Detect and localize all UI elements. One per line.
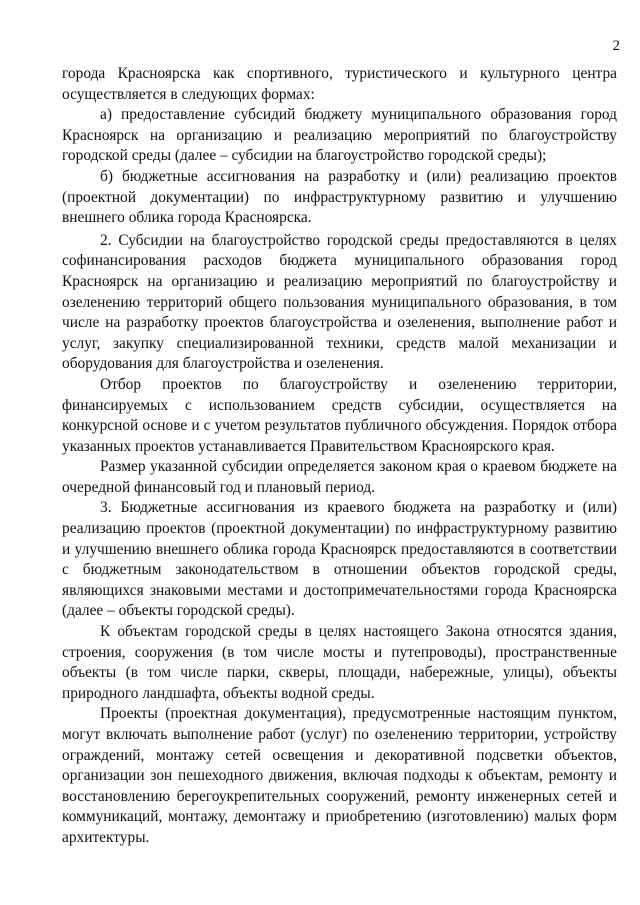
paragraph-selection-procedure: Отбор проектов по благоустройству и озеленению территории, финансируемых с использованием средств субсидии, осуществляется на конкурсной основе и с учетом результатов публичного обсуждения. Порядок отбора указанных проектов устанавливается Правительством Красноярского края. — [62, 375, 617, 455]
paragraph-intro-continuation: города Красноярска как спортивного, туристического и культурного центра осуществляется в следующих формах: — [62, 65, 617, 103]
paragraph-item-b: б) бюджетные ассигнования на разработку и (или) реализацию проектов (проектной документации) по инфраструктурному развитию и улучшению внешнего облика города Красноярска. — [62, 167, 617, 227]
paragraph-section-2: 2. Субсидии на благоустройство городской среды предоставляются в целях софинансирования расходов бюджета муниципального образования город Красноярск на организацию и реализацию мероприятий по благоустройству и озеленению территорий общего пользования муниципального образования, в том числе на разработку проектов благоустройства и озеленения, выполнение работ и услуг, закупку специализированной техники, средств малой механизации и оборудования для благоустройства и озеленения. — [62, 231, 617, 373]
paragraph-projects-scope: Проекты (проектная документация), предусмотренные настоящим пунктом, могут включать выполнение работ (услуг) по озеленению территории, устройству ограждений, монтажу сетей освещения и декоративной подсветки объектов, организации зон пешеходного движения, включая подходы к объектам, ремонту и восстановлению берегоукрепительных сооружений, ремонту инженерных сетей и коммуникаций, монтажу, демонтажу и приобретению (изготовлению) малых форм архитектуры. — [62, 705, 617, 846]
document-body — [62, 64, 617, 849]
page-number: 2 — [612, 38, 620, 54]
paragraph-item-a: а) предоставление субсидий бюджету муниципального образования город Красноярск на организацию и реализацию мероприятий по благоустройству городской среды (далее – субсидии на благоустройство городской среды); — [62, 106, 617, 165]
paragraph-section-3: 3. Бюджетные ассигнования из краевого бюджета на разработку и (или) реализацию проектов (проектной документации) по инфраструктурному развитию и улучшению внешнего облика города Красноярск предоставляются в соответствии с бюджетным законодательством в отношении объектов городской среды, являющихся знаковыми местами и достопримечательностями города Красноярска (далее – объекты городской среды). — [62, 499, 617, 620]
paragraph-urban-objects: К объектам городской среды в целях настоящего Закона относятся здания, строения, сооружения (в том числе мосты и путепроводы), пространственные объекты (в том числе парки, скверы, площади, набережные, улицы), объекты природного ландшафта, объекты водной среды. — [62, 623, 617, 702]
paragraph-subsidy-amount: Размер указанной субсидии определяется законом края о краевом бюджете на очередной финансовый год и плановый период. — [62, 458, 617, 496]
